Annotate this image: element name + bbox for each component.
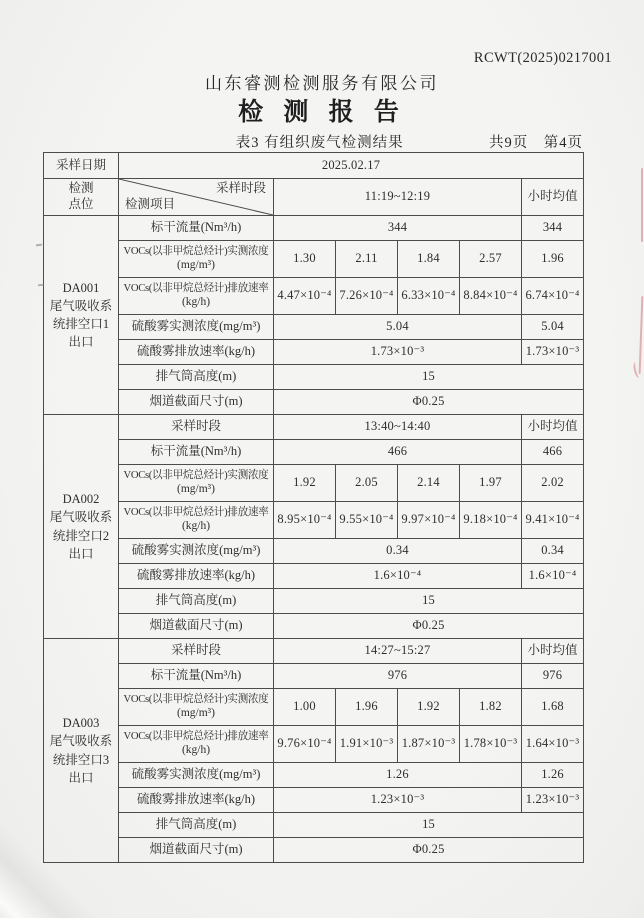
voc-conc-row-s2: [44, 465, 584, 502]
hour-avg-header-s3: 小时均值: [522, 639, 584, 664]
voc-rate-v1-s1: 4.47×10⁻⁴: [274, 278, 336, 315]
acid-conc-value-s1: 5.04: [274, 315, 522, 340]
flow-row-s1: [44, 216, 584, 241]
voc-conc-v4-s3: 1.82: [460, 689, 522, 726]
point-line: DA001: [62, 280, 100, 295]
acid-conc-row-s1: [44, 315, 584, 340]
flow-label-s3: 标干流量(Nm³/h): [119, 664, 274, 689]
acid-rate-label-s3: 硫酸雾排放速率(kg/h): [119, 788, 274, 813]
voc-rate-avg-s1: 6.74×10⁻⁴: [522, 278, 584, 315]
flow-avg-s3: 976: [522, 664, 584, 689]
acid-rate-value-s3: 1.23×10⁻³: [274, 788, 522, 813]
voc-rate-v3-s1: 6.33×10⁻⁴: [398, 278, 460, 315]
table-caption: 表3 有组织废气检测结果: [235, 135, 404, 151]
flow-value-s1: 344: [274, 216, 522, 241]
voc-rate-label-line2: (kg/h): [181, 296, 211, 309]
acid-rate-value-s2: 1.6×10⁻⁴: [274, 564, 522, 589]
flow-label-s2: 标干流量(Nm³/h): [119, 440, 274, 465]
point-line: 统排空口3: [52, 752, 110, 767]
results-table: [43, 152, 584, 863]
point-line: 尾气吸收系: [49, 298, 113, 313]
time-range-s1: 11:19~12:19: [274, 179, 522, 216]
voc-rate-v1-s3: 9.76×10⁻⁴: [274, 726, 336, 763]
point-line: 出口: [68, 546, 94, 561]
duct-size-value-s1: Φ0.25: [274, 390, 584, 415]
duct-size-value-s3: Φ0.25: [274, 838, 584, 863]
point-line: 统排空口2: [52, 528, 110, 543]
acid-conc-label-s1: 硫酸雾实测浓度(mg/m³): [119, 315, 274, 340]
time-row-s3: [44, 639, 584, 664]
point-line: 出口: [68, 335, 94, 350]
voc-conc-label-s3: [119, 689, 274, 726]
duct-size-value-s2: Φ0.25: [274, 614, 584, 639]
point-line: 统排空口1: [52, 317, 110, 331]
acid-conc-avg-s1: 5.04: [522, 315, 584, 340]
stack-height-label-s1: 排气筒高度(m): [119, 365, 274, 390]
voc-conc-v4-s2: 1.97: [460, 465, 522, 502]
table-caption-row: [43, 131, 583, 151]
voc-conc-v3-s3: 1.92: [398, 689, 460, 726]
voc-conc-v2-s2: 2.05: [336, 465, 398, 502]
diagonal-header-cell: [119, 179, 274, 216]
page-indicator: 共9页 第4页: [489, 135, 583, 151]
voc-conc-v2-s1: 2.11: [336, 241, 398, 278]
hour-avg-header-s2: 小时均值: [522, 415, 584, 440]
voc-rate-avg-s3: 1.64×10⁻³: [522, 726, 584, 763]
time-row-s2: [44, 415, 584, 440]
flow-avg-s1: 344: [522, 216, 584, 241]
point-header: [44, 179, 119, 216]
sample-date-label: 采样日期: [44, 153, 119, 179]
time-range-s3: 14:27~15:27: [274, 639, 522, 664]
monitoring-point-da003: [44, 639, 119, 863]
acid-conc-row-s3: [44, 763, 584, 788]
duct-size-row-s3: [44, 838, 584, 863]
voc-rate-row-s2: [44, 502, 584, 539]
stack-height-label-s2: 排气筒高度(m): [119, 589, 274, 614]
voc-rate-v4-s1: 8.84×10⁻⁴: [460, 278, 522, 315]
voc-rate-v2-s1: 7.26×10⁻⁴: [336, 278, 398, 315]
time-period-label-s2: 采样时段: [119, 415, 274, 440]
acid-rate-row-s2: [44, 564, 584, 589]
table-header-row: [44, 179, 584, 216]
point-line: 尾气吸收系: [49, 510, 113, 525]
voc-conc-avg-s1: 1.96: [522, 241, 584, 278]
acid-rate-value-s1: 1.73×10⁻³: [274, 340, 522, 365]
point-line: 尾气吸收系: [49, 734, 113, 749]
voc-rate-label-line1: VOCs(以非甲烷总烃计)排放速率: [123, 731, 269, 743]
stack-height-value-s3: 15: [274, 813, 584, 838]
voc-rate-label-line2: (kg/h): [181, 744, 211, 757]
voc-rate-label-line2: (kg/h): [181, 520, 211, 533]
voc-rate-label-s3: [119, 726, 274, 763]
voc-conc-v3-s2: 2.14: [398, 465, 460, 502]
flow-value-s2: 466: [274, 440, 522, 465]
voc-conc-v1-s3: 1.00: [274, 689, 336, 726]
voc-rate-v3-s3: 1.87×10⁻³: [398, 726, 460, 763]
voc-conc-avg-s2: 2.02: [522, 465, 584, 502]
voc-conc-label-s2: [119, 465, 274, 502]
voc-conc-avg-s3: 1.68: [522, 689, 584, 726]
flow-row-s3: [44, 664, 584, 689]
point-line: DA002: [62, 492, 100, 507]
acid-rate-avg-s3: 1.23×10⁻³: [522, 788, 584, 813]
acid-rate-avg-s1: 1.73×10⁻³: [522, 340, 584, 365]
voc-conc-v1-s2: 1.92: [274, 465, 336, 502]
voc-rate-label-s2: [119, 502, 274, 539]
stack-height-label-s3: 排气筒高度(m): [119, 813, 274, 838]
report-number: RCWT(2025)0217001: [473, 50, 612, 66]
voc-conc-v2-s3: 1.96: [336, 689, 398, 726]
duct-size-row-s2: [44, 614, 584, 639]
voc-conc-label-line1: VOCs(以非甲烷总烃计)实测浓度: [123, 246, 269, 258]
voc-rate-v1-s2: 8.95×10⁻⁴: [274, 502, 336, 539]
voc-conc-label-line2: (mg/m³): [177, 707, 215, 720]
sample-date-row: [44, 153, 584, 179]
time-period-label-s3: 采样时段: [119, 639, 274, 664]
voc-conc-row-s1: [44, 241, 584, 278]
voc-conc-label-line1: VOCs(以非甲烷总烃计)实测浓度: [123, 694, 269, 706]
monitoring-point-da002: [44, 415, 119, 639]
duct-size-label-s2: 烟道截面尺寸(m): [119, 614, 274, 639]
acid-rate-row-s3: [44, 788, 584, 813]
scan-red-curl-mark: [632, 361, 643, 378]
monitoring-point-da001: [44, 216, 119, 415]
duct-size-label-s3: 烟道截面尺寸(m): [119, 838, 274, 863]
acid-conc-label-s3: 硫酸雾实测浓度(mg/m³): [119, 763, 274, 788]
time-period-header: 采样时段: [215, 181, 266, 195]
time-range-s2: 13:40~14:40: [274, 415, 522, 440]
company-name: 山东睿测检测服务有限公司: [205, 74, 439, 93]
point-header-line1: 检测: [68, 181, 94, 196]
voc-conc-v4-s1: 2.57: [460, 241, 522, 278]
acid-conc-value-s2: 0.34: [274, 539, 522, 564]
stack-height-value-s1: 15: [274, 365, 584, 390]
voc-rate-label-line1: VOCs(以非甲烷总烃计)排放速率: [123, 507, 269, 519]
duct-size-row-s1: [44, 390, 584, 415]
acid-rate-label-s2: 硫酸雾排放速率(kg/h): [119, 564, 274, 589]
acid-rate-label-s1: 硫酸雾排放速率(kg/h): [119, 340, 274, 365]
stack-height-row-s1: [44, 365, 584, 390]
acid-conc-row-s2: [44, 539, 584, 564]
sample-date-value: 2025.02.17: [119, 153, 584, 179]
duct-size-label-s1: 烟道截面尺寸(m): [119, 390, 274, 415]
flow-row-s2: [44, 440, 584, 465]
point-line: 出口: [68, 770, 94, 785]
voc-conc-label-line2: (mg/m³): [177, 483, 215, 496]
voc-conc-v3-s1: 1.84: [398, 241, 460, 278]
stack-height-row-s3: [44, 813, 584, 838]
voc-rate-row-s3: [44, 726, 584, 763]
flow-label-s1: 标干流量(Nm³/h): [119, 216, 274, 241]
acid-conc-avg-s2: 0.34: [522, 539, 584, 564]
voc-conc-row-s3: [44, 689, 584, 726]
voc-conc-v1-s1: 1.30: [274, 241, 336, 278]
acid-rate-row-s1: [44, 340, 584, 365]
point-line: DA003: [62, 716, 100, 731]
voc-rate-label-s1: [119, 278, 274, 315]
acid-rate-avg-s2: 1.6×10⁻⁴: [522, 564, 584, 589]
flow-value-s3: 976: [274, 664, 522, 689]
acid-conc-label-s2: 硫酸雾实测浓度(mg/m³): [119, 539, 274, 564]
item-header: 检测项目: [125, 197, 176, 212]
acid-conc-value-s3: 1.26: [274, 763, 522, 788]
scan-red-mark: [641, 168, 643, 242]
voc-conc-label-line2: (mg/m³): [177, 259, 215, 272]
stack-height-value-s2: 15: [274, 589, 584, 614]
voc-rate-v4-s2: 9.18×10⁻⁴: [460, 502, 522, 539]
voc-rate-v3-s2: 9.97×10⁻⁴: [398, 502, 460, 539]
hour-avg-header-s1: 小时均值: [522, 179, 584, 216]
voc-rate-avg-s2: 9.41×10⁻⁴: [522, 502, 584, 539]
voc-rate-v2-s2: 9.55×10⁻⁴: [336, 502, 398, 539]
voc-rate-row-s1: [44, 278, 584, 315]
stack-height-row-s2: [44, 589, 584, 614]
report-title: 检 测 报 告: [238, 99, 406, 126]
point-header-line2: 点位: [68, 197, 94, 211]
voc-rate-v4-s3: 1.78×10⁻³: [460, 726, 522, 763]
scan-gray-tick: [36, 244, 42, 247]
flow-avg-s2: 466: [522, 440, 584, 465]
voc-conc-label-line1: VOCs(以非甲烷总烃计)实测浓度: [123, 470, 269, 482]
acid-conc-avg-s3: 1.26: [522, 763, 584, 788]
voc-conc-label-s1: [119, 241, 274, 278]
voc-rate-v2-s3: 1.91×10⁻³: [336, 726, 398, 763]
voc-rate-label-line1: VOCs(以非甲烷总烃计)排放速率: [123, 283, 269, 295]
